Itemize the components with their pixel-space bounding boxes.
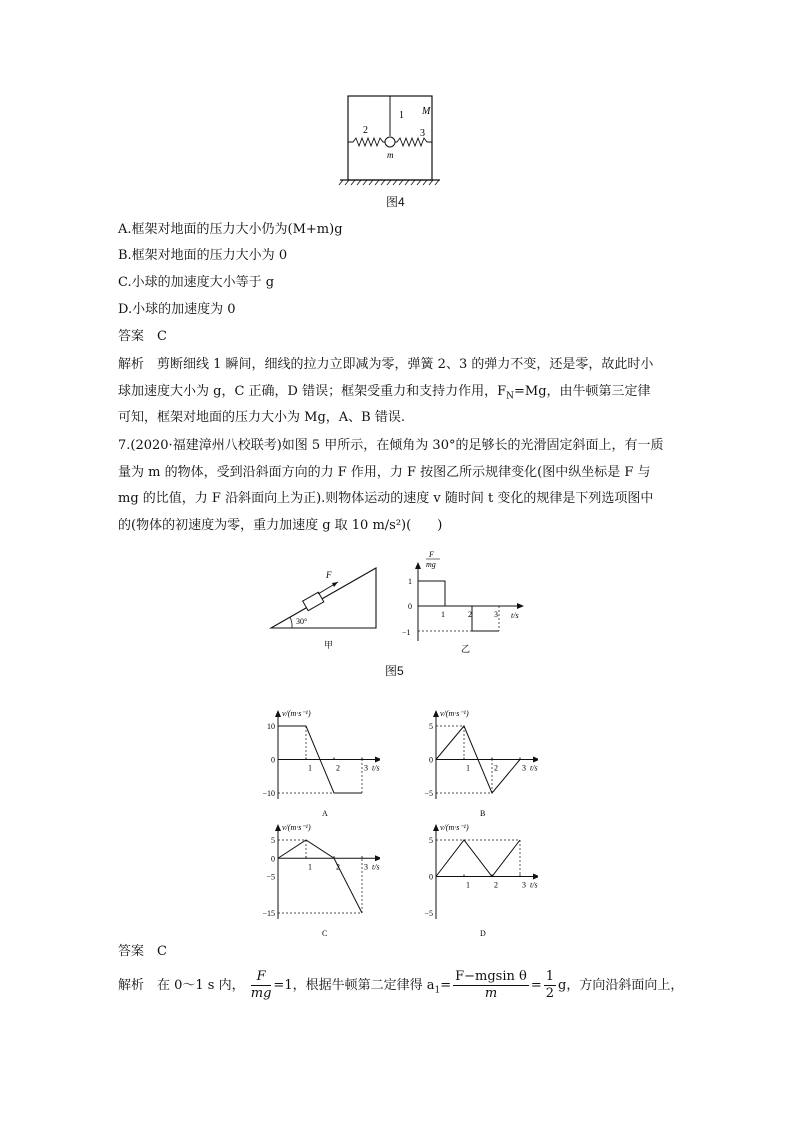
fraction-f-over-mg xyxy=(251,969,272,1002)
analysis-1-line-2-rest: =Mg，由牛顿第三定律 xyxy=(513,384,651,399)
x-axis-label: t/s xyxy=(530,880,538,890)
label-2: 2 xyxy=(363,125,368,136)
label-M: M xyxy=(422,106,431,117)
analysis-1-line-2-text: 球加速度大小为 g，C 正确，D 错误；框架受重力和支持力作用，F xyxy=(118,384,507,399)
angle-label: 30° xyxy=(296,617,308,626)
figure-yi-label: 乙 xyxy=(461,644,471,654)
option-d-chart xyxy=(408,820,538,938)
y-tick-label: −5 xyxy=(424,789,433,798)
x-tick-label: 1 xyxy=(466,763,470,773)
fraction-numerator: F xyxy=(251,969,272,986)
velocity-line xyxy=(436,840,520,877)
option-label: D xyxy=(480,929,486,938)
fraction-denominator: mg xyxy=(250,986,272,1001)
analysis-2-suffix: g，方向沿斜面向上， xyxy=(558,978,684,993)
x-axis-label: t/s xyxy=(372,763,380,773)
y-tick-label: 5 xyxy=(429,836,433,845)
ytick-neg1: −1 xyxy=(402,628,411,637)
option-a: A.框架对地面的压力大小仍为(M+m)g xyxy=(118,222,343,237)
question-7-line-3: mg 的比值，力 F 沿斜面向上为正).则物体运动的速度 v 随时间 t 变化的规律是下列选项图中 xyxy=(118,491,654,506)
option-label: C xyxy=(322,929,328,938)
option-label: B xyxy=(480,809,486,818)
analysis-2-mid: =1，根据牛顿第二定律得 a xyxy=(273,978,435,993)
y-axis-denominator: mg xyxy=(426,560,436,569)
xtick-2: 2 xyxy=(468,610,472,619)
x-axis-arrow xyxy=(533,757,538,763)
label-3: 3 xyxy=(420,128,425,139)
answer-1: 答案 C xyxy=(118,329,167,344)
y-axis-label: v/(m·s⁻¹) xyxy=(440,823,469,832)
y-axis-label: v/(m·s⁻¹) xyxy=(282,709,311,718)
figure-5-incline xyxy=(266,560,386,655)
figure-4-diagram xyxy=(335,90,445,190)
fraction-force xyxy=(453,969,529,1002)
option-b: B.框架对地面的压力大小为 0 xyxy=(118,248,288,263)
y-tick-label: 10 xyxy=(267,722,275,731)
question-7-line-4: 的(物体的初速度为零，重力加速度 g 取 10 m/s²)( ) xyxy=(118,518,443,533)
x-tick-label: 1 xyxy=(466,880,470,890)
x-tick-label: 3 xyxy=(364,763,368,773)
analysis-1-line-2 xyxy=(118,382,651,407)
y-tick-label: 0 xyxy=(429,755,433,765)
velocity-line xyxy=(278,840,362,913)
question-7-line-2: 量为 m 的物体，受到沿斜面方向的力 F 作用，力 F 按图乙所示规律变化(图中纵坐标是 F 与 xyxy=(118,465,651,480)
option-c: C.小球的加速度大小等于 g xyxy=(118,275,275,290)
ytick-1: 1 xyxy=(408,577,412,586)
option-d: D.小球的加速度为 0 xyxy=(118,302,236,317)
option-a-chart xyxy=(250,706,380,818)
x-tick-label: 2 xyxy=(494,763,498,773)
figure-5-force-chart xyxy=(396,546,536,656)
ytick-0: 0 xyxy=(408,602,412,611)
fraction-numerator: 1 xyxy=(545,969,555,984)
y-axis-label: v/(m·s⁻¹) xyxy=(282,823,311,832)
y-tick-label: 0 xyxy=(271,854,275,864)
y-tick-label: 5 xyxy=(271,836,275,845)
y-axis-arrow xyxy=(433,710,439,717)
y-tick-label: 0 xyxy=(429,872,433,882)
y-axis-numerator: F xyxy=(429,550,434,559)
y-axis-arrow xyxy=(433,824,439,831)
label-m: m xyxy=(387,150,394,160)
question-7-line-1: 7.(2020·福建漳州八校联考)如图 5 甲所示，在倾角为 30°的足够长的光滑固定斜面上，有一质 xyxy=(118,438,664,453)
equals-sign: = xyxy=(440,978,452,993)
fraction-denominator: m xyxy=(484,986,498,1001)
x-tick-label: 3 xyxy=(522,880,526,890)
x-tick-label: 2 xyxy=(336,763,340,773)
y-axis-arrow xyxy=(275,824,281,831)
figure-5-caption: 图5 xyxy=(385,664,404,678)
y-axis-arrow xyxy=(275,710,281,717)
y-tick-label: −10 xyxy=(262,789,275,798)
fraction-numerator: F−mgsin θ xyxy=(455,969,527,984)
figure-4-caption: 图4 xyxy=(386,195,405,209)
x-tick-label: 3 xyxy=(522,763,526,773)
x-tick-label: 2 xyxy=(336,862,340,872)
x-axis-arrow xyxy=(375,855,380,861)
force-label: F xyxy=(326,570,332,580)
xtick-3: 3 xyxy=(494,610,498,619)
x-tick-label: 2 xyxy=(494,880,498,890)
x-axis-label: t/s xyxy=(511,611,519,620)
analysis-2-prefix: 解析 在 0～1 s 内， xyxy=(118,978,245,993)
x-axis-label: t/s xyxy=(530,763,538,773)
x-tick-label: 1 xyxy=(308,763,312,773)
subscript-n: N xyxy=(506,391,514,402)
fraction-denominator: 2 xyxy=(545,986,555,1001)
y-tick-label: −5 xyxy=(266,872,275,882)
x-axis-label: t/s xyxy=(372,862,380,872)
option-b-chart xyxy=(408,706,538,818)
option-c-chart xyxy=(250,820,380,938)
y-tick-label: −5 xyxy=(424,909,433,918)
option-label: A xyxy=(322,809,328,818)
label-1: 1 xyxy=(399,110,404,121)
x-tick-label: 1 xyxy=(308,862,312,872)
y-tick-label: −15 xyxy=(262,909,275,918)
analysis-1-line-3: 可知，框架对地面的压力大小为 Mg，A、B 错误. xyxy=(118,410,405,425)
figure-jia-label: 甲 xyxy=(324,640,334,650)
answer-2: 答案 C xyxy=(118,944,167,959)
xtick-1: 1 xyxy=(441,610,445,619)
analysis-2 xyxy=(118,968,683,1009)
x-tick-label: 3 xyxy=(364,862,368,872)
y-tick-label: 5 xyxy=(429,722,433,731)
equals-sign: = xyxy=(530,978,542,993)
fraction-half xyxy=(544,969,556,1002)
y-tick-label: 0 xyxy=(271,755,275,765)
subscript-1: 1 xyxy=(434,985,441,996)
analysis-1-line-1: 解析 剪断细线 1 瞬间，细线的拉力立即减为零，弹簧 2、3 的弹力不变，还是零，故此时小 xyxy=(118,357,654,372)
y-axis-label: v/(m·s⁻¹) xyxy=(440,709,469,718)
x-axis-arrow xyxy=(533,874,538,880)
x-axis-arrow xyxy=(375,757,380,763)
